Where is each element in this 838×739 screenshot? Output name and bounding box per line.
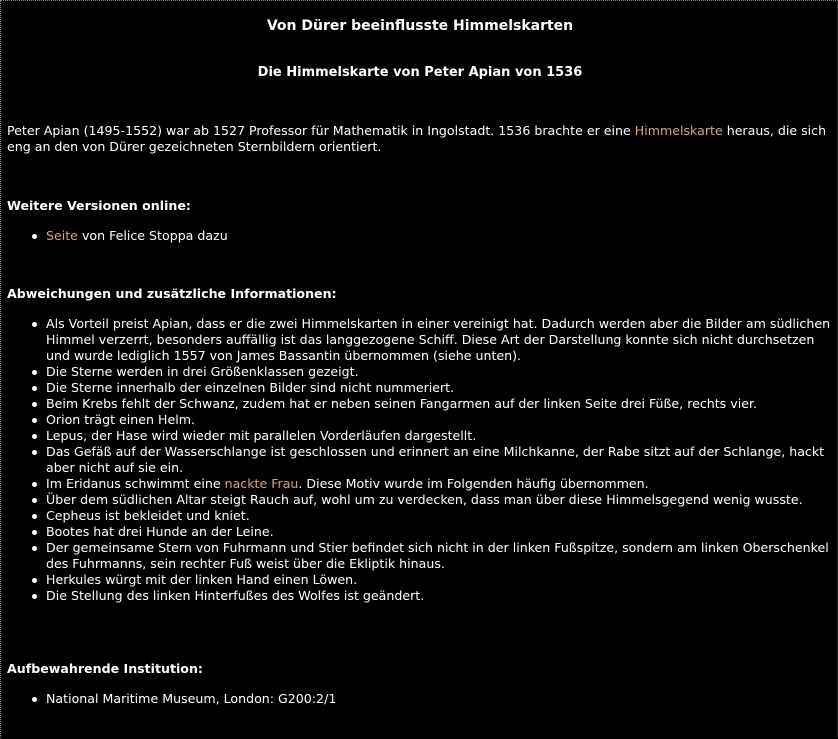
list-item: Bootes hat drei Hunde an der Leine.: [46, 524, 833, 540]
list-item: National Maritime Museum, London: G200:2/1: [46, 691, 833, 707]
intro-text-after: heraus, die sich eng an den von Dürer gezeichneten Sternbildern orientiert.: [7, 123, 827, 154]
intro-text-before: Peter Apian (1495-1552) war ab 1527 Professor für Mathematik in Ingolstadt. 1536 brachte er eine: [7, 123, 635, 138]
eridanus-text-after: . Diese Motiv wurde im Folgenden häufig übernommen.: [298, 476, 649, 491]
eridanus-text-before: Im Eridanus schwimmt eine: [46, 476, 225, 491]
deviations-list: [7, 316, 833, 604]
list-item: Der gemeinsame Stern von Fuhrmann und Stier befindet sich nicht in der linken Fußspitze, sondern am linken Oberschenkel des Fuhrmanns, sein rechter Fuß weist über die Ekliptik hinaus.: [46, 540, 833, 572]
institution-heading: Aufbewahrende Institution:: [7, 661, 203, 676]
list-item: Beim Krebs fehlt der Schwanz, zudem hat er neben seinen Fangarmen auf der linken Seite drei Füße, rechts vier.: [46, 396, 833, 412]
list-item: Die Stellung des linken Hinterfußes des Wolfes ist geändert.: [46, 588, 833, 604]
seite-link[interactable]: Seite: [46, 228, 78, 243]
institution-list: [7, 691, 833, 707]
versions-list: [7, 228, 833, 244]
deviations-heading: Abweichungen und zusätzliche Informationen:: [7, 286, 337, 301]
list-item: Als Vorteil preist Apian, dass er die zwei Himmelskarten in einer vereinigt hat. Dadurch werden aber die Bilder am südlichen Himmel verzerrt, besonders auffällig ist das langgezogene Schiff. Diese Art der Darstellung konnte sich nicht durchsetzen und wurde lediglich 1557 von James Bassantin übernommen (siehe unten).: [46, 316, 833, 364]
list-item: Herkules würgt mit der linken Hand einen Löwen.: [46, 572, 833, 588]
versions-heading: Weitere Versionen online:: [7, 198, 191, 213]
page-subtitle: Die Himmelskarte von Peter Apian von 1536: [257, 65, 583, 80]
list-item: Das Gefäß auf der Wasserschlange ist geschlossen und erinnert an eine Milchkanne, der Rabe sitzt auf der Schlange, hackt aber nicht auf sie ein.: [46, 444, 833, 476]
list-item: Lepus, der Hase wird wieder mit parallelen Vorderläufen dargestellt.: [46, 428, 833, 444]
list-item: Über dem südlichen Altar steigt Rauch auf, wohl um zu verdecken, dass man über diese Himmelsgegend wenig wusste.: [46, 492, 833, 508]
list-item: Orion trägt einen Helm.: [46, 412, 833, 428]
himmelskarte-link[interactable]: Himmelskarte: [634, 123, 723, 138]
list-item: [46, 476, 833, 492]
intro-paragraph: [7, 123, 833, 155]
nackte-frau-link[interactable]: nackte Frau: [224, 476, 299, 491]
list-item: Cepheus ist bekleidet und kniet.: [46, 508, 833, 524]
list-item: [46, 228, 833, 244]
page-title: Von Dürer beeinflusste Himmelskarten: [266, 18, 574, 34]
versions-item-text: von Felice Stoppa dazu: [77, 228, 228, 243]
list-item: Die Sterne innerhalb der einzelnen Bilder sind nicht nummeriert.: [46, 380, 833, 396]
list-item: Die Sterne werden in drei Größenklassen gezeigt.: [46, 364, 833, 380]
